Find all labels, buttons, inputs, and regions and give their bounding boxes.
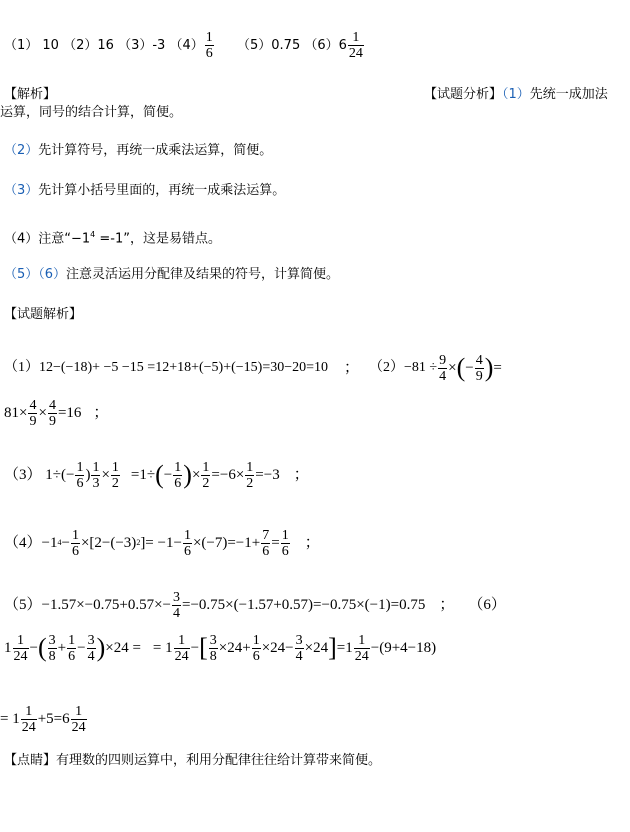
answers-line (4, 30, 365, 61)
analysis-right: 【试题分析】（1）先统一成加法 (424, 87, 608, 102)
solution-line-2: 81× $\frac{4}{9}$ × $\frac{4}{9}$ =16 ； (4, 397, 109, 429)
answer-5: （5）0.75 (237, 38, 301, 53)
solution-line-1: （1）12−(−18)+ −5 −15 =12+18+(−5)+(−15)=30−20=10 ； （2）−81 ÷ $\frac{9}{4}$ × ( − $\frac{4}{9}$ ) = (4, 352, 502, 384)
solution-line-5: （5）−1.57×−0.75+0.57×− $\frac{3}{4}$ =−0.75×(−1.57+0.57)=−0.75×(−1)=0.75 ； （6） (4, 589, 506, 621)
solution-line-4: （4）−1 4 − $\frac{1}{6}$ ×[2−(−3) 2 ]= −1− $\frac{1}{6}$ ×(−7)=−1+ $\frac{7}{6}$ = $\frac{1}{6}$ ； (4, 527, 320, 559)
solution-line-6: 1 $\frac{1}{24}$ − ( $\frac{3}{8}$ + $\frac{1}{6}$ − $\frac{3}{4}$ ) ×24 = = 1 $\frac{1}{24}$ − [ $\frac{3}{8}$ ×24+ $\frac{1}{6}$ ×24− $\frac{3}{4}$ ×24 ] =1 $\frac{1}{24}$ −(9+4−18) (4, 632, 437, 664)
analysis-p1-cont: 运算，同号的结合计算，简便。 (0, 105, 183, 120)
answer-6: （6）6 (304, 38, 347, 53)
answer-6-fraction: $\frac{1}{24}$ (348, 30, 363, 61)
answer-4-fraction: $\frac{1}{6}$ (205, 30, 213, 61)
answer-1: （1） 10 (4, 38, 59, 53)
analysis-tag: 【解析】 (4, 87, 57, 102)
answer-4: （4） (169, 38, 204, 53)
analysis-p3: （3）先计算小括号里面的，再统一成乘法运算。 (4, 183, 286, 198)
analysis-p2: （2）先计算符号，再统一成乘法运算，简便。 (4, 143, 273, 158)
analysis-p4: （4）注意“$-1^4 =-1$”，这是易错点。 (4, 230, 221, 247)
analysis-p5: （5）（6）注意灵活运用分配律及结果的符号，计算简便。 (4, 267, 340, 282)
comment: 【点睛】有理数的四则运算中，利用分配律往往给计算带来简便。 (4, 753, 382, 768)
solution-line-7: = 1 $\frac{1}{24}$ +5=6 $\frac{1}{24}$ (0, 703, 86, 735)
answer-2: （2）16 (63, 38, 114, 53)
solution-line-3: （3） 1÷( − $\frac{1}{6}$ ) $\frac{1}{3}$ × $\frac{1}{2}$ =1÷ ( − $\frac{1}{6}$ ) × $\frac{1}{2}$ =−6× $\frac{1}{2}$ =−3 ； (4, 459, 309, 491)
solution-tag: 【试题解析】 (4, 307, 83, 322)
answer-3: （3）-3 (118, 38, 166, 53)
